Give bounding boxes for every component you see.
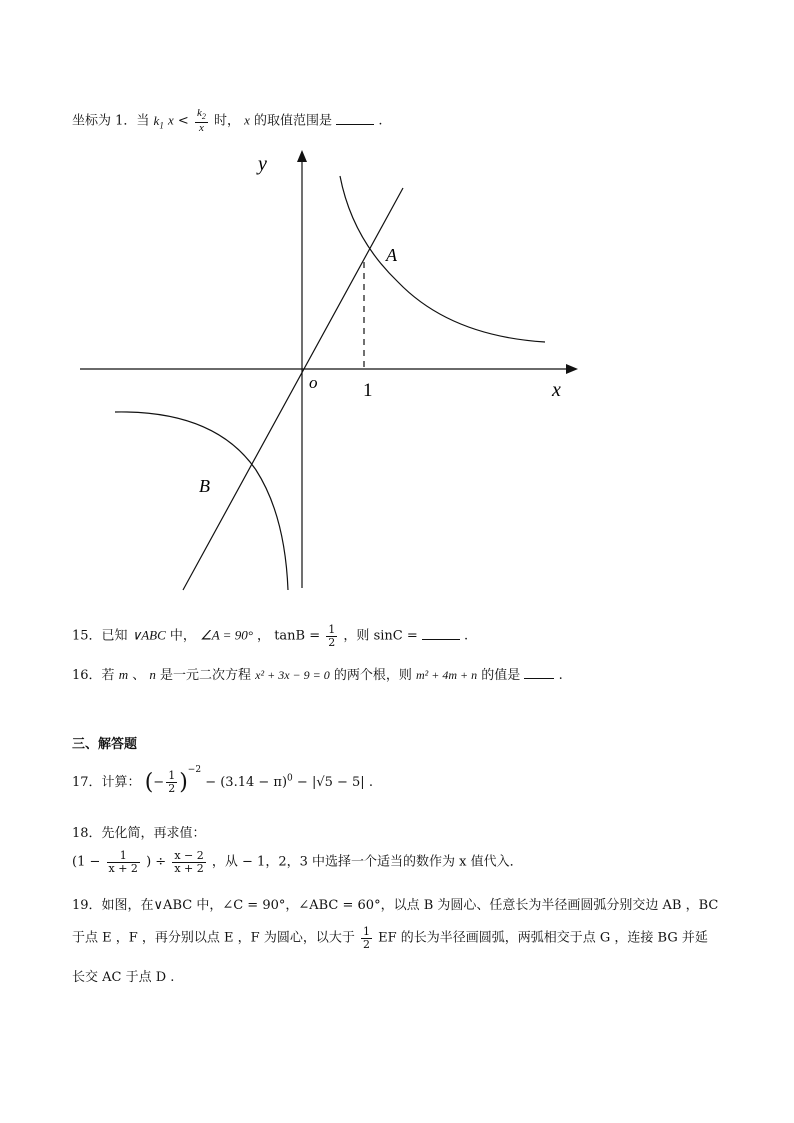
label-point-a: A [386, 245, 397, 265]
q17-open-paren: ( [144, 770, 154, 795]
q14-x2: x [244, 112, 250, 128]
answer-blank [524, 666, 554, 679]
q17-close-paren: ) [179, 770, 188, 795]
q16-expression: m² + 4m + n [416, 668, 478, 682]
q14-k1: $k_1$ [153, 112, 164, 131]
q15-fraction: $\frac{1}{2}$ [328, 623, 336, 649]
label-x: x [552, 379, 561, 401]
q17-minus1: − [205, 775, 221, 790]
question-18-line-1: 18．先化简，再求值： [72, 826, 206, 841]
q16-m: m [118, 667, 129, 682]
question-19-line-3: 长交 AC 于点 D . [72, 970, 175, 985]
question-17 [72, 765, 373, 795]
q14-fraction: $\frac{k_2}{x}$ [196, 107, 206, 134]
q16-equation: x² + 3x − 9 = 0 [255, 668, 330, 682]
section-title: 三、解答题 [72, 737, 138, 752]
q16-t2: 的两个根，则 [333, 668, 412, 683]
question-19-line-1: 19．如图，在∨ABC 中，∠C = 90°，∠ABC = 60°，以点 B 为圆心、任意长为半径画圆弧分别交边 AB ，BC [72, 898, 719, 913]
q14-end: . [378, 113, 383, 129]
q19-line2-post: EF 的长为半径画圆弧，两弧相交于点 G ，连接 BG 并延 [378, 930, 708, 946]
q18-pre: (1 − [72, 854, 101, 870]
q15-t1: 中， [169, 628, 196, 644]
q18-mid: ) ÷ [146, 854, 167, 870]
hyperbola-branch-1 [340, 176, 545, 342]
q15-sin: sinC = [373, 628, 418, 644]
question-16 [72, 664, 563, 683]
question-15 [72, 624, 468, 648]
q15-end: . [464, 628, 469, 644]
q16-t3: 的值是 [481, 668, 521, 683]
q17-base2: (3.14 − π) [220, 775, 288, 790]
q14-x: x [167, 112, 174, 128]
answer-blank [422, 627, 460, 640]
q14-text-post: 的取值范围是 [254, 113, 333, 129]
x-axis-arrow [566, 364, 578, 374]
q14-text-pre: 坐标为 1．当 [72, 113, 150, 129]
question-18-line-2 [72, 850, 523, 874]
q17-abs: |√5 − 5| [311, 775, 365, 790]
q15-t3: ，则 [343, 628, 370, 644]
q18-fraction-1: $\frac{1}{x + 2}$ [108, 849, 138, 875]
label-point-b: B [199, 476, 210, 496]
q19-fraction: $\frac{1}{2}$ [362, 925, 370, 951]
question-19-line-2 [72, 926, 708, 950]
q17-minus2: − [296, 775, 312, 790]
q16-end: . [558, 668, 563, 683]
q17-exp2: 0 [287, 773, 293, 784]
q18-fraction-2: $\frac{x - 2}{x + 2}$ [174, 849, 204, 875]
q15-angle: ∠A = 90° [200, 627, 253, 643]
q17-fraction: $\frac{1}{2}$ [168, 769, 176, 795]
q17-exp1: −2 [187, 765, 202, 775]
q14-text-mid: 时， [213, 113, 240, 129]
y-axis-arrow [297, 150, 307, 162]
q16-t1: 是一元二次方程 [160, 668, 252, 683]
q17-end: . [368, 775, 373, 790]
q15-tan: tanB = [274, 628, 321, 644]
q15-num: 15．已知 [72, 628, 128, 644]
q16-num: 16．若 [72, 668, 115, 683]
label-y: y [258, 153, 267, 175]
q14-lt: < [177, 113, 189, 129]
label-one: 1 [363, 380, 373, 401]
q17-num: 17．计算： [72, 775, 141, 790]
q18-post: ，从 − 1，2，3 中选择一个适当的数作为 x 值代入． [211, 854, 523, 870]
q15-t2: ， [257, 628, 271, 644]
q16-n: n [149, 667, 156, 682]
q15-triangle: ∨ABC [131, 627, 166, 643]
q16-sep: 、 [132, 668, 146, 683]
q19-line2-pre: 于点 E ，F ，再分别以点 E ，F 为圆心，以大于 [72, 930, 355, 946]
label-origin: o [309, 373, 318, 392]
hyperbola-branch-3 [115, 412, 288, 590]
q17-neg: − [153, 775, 165, 790]
